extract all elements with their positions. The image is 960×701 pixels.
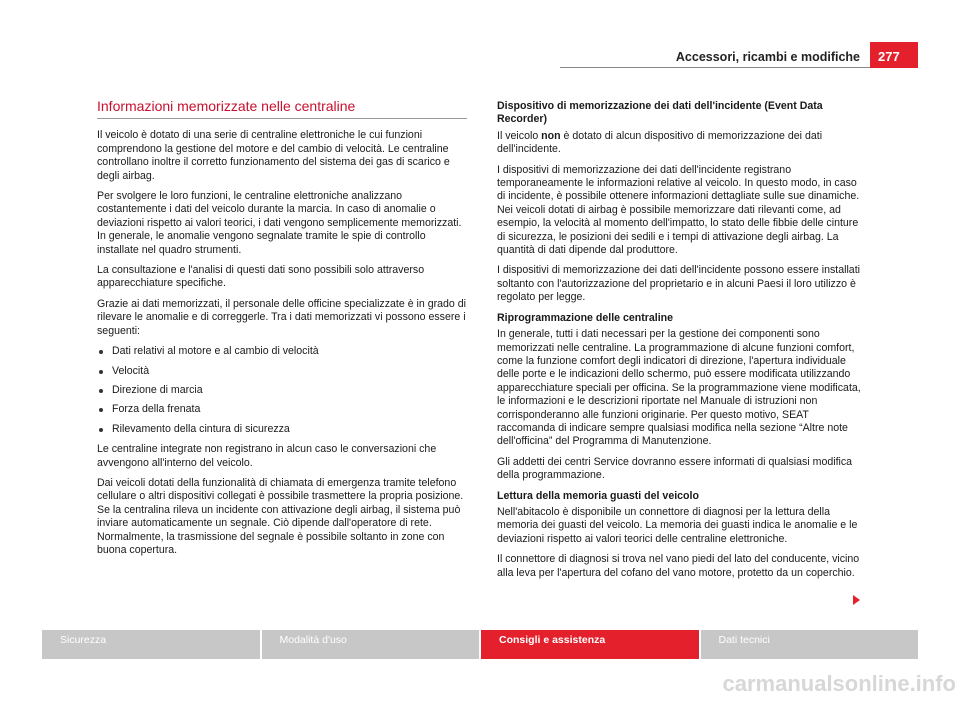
section-title: Informazioni memorizzate nelle centraline (97, 100, 467, 119)
footer-tab-modalita-uso[interactable]: Modalità d'uso (262, 630, 480, 659)
footer-tab-dati-tecnici[interactable]: Dati tecnici (701, 630, 919, 659)
header-rule (560, 67, 870, 68)
paragraph: Le centraline integrate non registrano in alcun caso le conversazioni che avvengono all'interno del veicolo. (97, 443, 437, 469)
footer-tab-consigli-assistenza[interactable]: Consigli e assistenza (481, 630, 699, 659)
paragraph: In generale, tutti i dati necessari per la gestione dei componenti sono memorizzati nelle centraline. La programmazione di alcune funzioni comfort, come la funzione comfort degli indicatori di direzione, l'apertura individuale delle porte e le indicazioni dello schermo, può essere modificata utilizzando apparecchiature speciali per officina. Se la programmazione viene modificata, le informazioni e le descrizioni riportate nel Manuale di istruzioni non corrisponderanno alle funzioni originarie. Per questo motivo, SEAT raccomanda di indicare sempre qualsiasi modifica nella sezione “Altre note dell'officina” del Programma di Manutenzione. (497, 328, 861, 448)
continue-arrow-icon (853, 595, 860, 605)
list-item: Direzione di marcia (97, 384, 467, 397)
paragraph: Dai veicoli dotati della funzionalità di chiamata di emergenza tramite telefono cellulare o altri dispositivi collegati è possibile trasmettere la propria posizione. Se la centralina rileva un incidente con attivazione degli airbag, il sistema può inviare automaticamente un segnale. Ciò dipende dall'operatore di rete. Normalmente, la trasmissione del segnale è possibile soltanto in zone con buona copertura. (97, 476, 464, 556)
paragraph: Il veicolo è dotato di una serie di centraline elettroniche le cui funzioni comprendono la gestione del motore e del cambio di velocità. Le centraline controllano inoltre il corretto funzionamento del sistema dei gas di scarico e degli airbag. (97, 129, 450, 182)
right-column (497, 100, 867, 587)
list-item: Forza della frenata (97, 403, 467, 416)
reprogramming-heading: Riprogrammazione delle centraline (497, 311, 674, 324)
paragraph: La consultazione e l'analisi di questi dati sono possibili solo attraverso apparecchiature specifiche. (97, 264, 425, 290)
paragraph: Grazie ai dati memorizzati, il personale delle officine specializzate è in grado di rilevare le anomalie e di correggerle. Tra i dati memorizzati vi possono essere i seguenti: (97, 297, 467, 337)
left-column (97, 100, 467, 564)
paragraph: Nell'abitacolo è disponibile un connettore di diagnosi per la lettura della memoria dei guasti del veicolo. La memoria dei guasti indica le anomalie e le deviazioni rispetto ai valori teorici delle centraline elettroniche. (497, 505, 858, 545)
paragraph: Per svolgere le loro funzioni, le centraline elettroniche analizzano costantemente i dati del veicolo durante la marcia. In caso di anomalie o deviazioni rispetto ai valori teorici, i dati vengono semplicemente memorizzati. In generale, le anomalie vengono segnalate tramite le spie di controllo installate nel quadro strumenti. (97, 190, 462, 256)
text-span: è dotato di alcun dispositivo di memorizzazione dei dati dell'incidente. (497, 129, 823, 156)
footer-nav (42, 630, 918, 659)
list-item: Velocità (97, 365, 467, 378)
header-title: Accessori, ricambi e modifiche (675, 50, 860, 64)
paragraph: Il connettore di diagnosi si trova nel vano piedi del lato del conducente, vicino alla leva per l'apertura del cofano del vano motore, protetto da un coperchio. (497, 553, 860, 579)
footer-tab-sicurezza[interactable]: Sicurezza (42, 630, 260, 659)
paragraph: I dispositivi di memorizzazione dei dati dell'incidente possono essere installati soltanto con l'autorizzazione del proprietario e in alcuni Paesi il loro utilizzo è regolato per legge. (497, 264, 860, 304)
paragraph: I dispositivi di memorizzazione dei dati dell'incidente registrano temporaneamente le informazioni relative al veicolo. In questo modo, in caso di incidente, è possibile ottenere informazioni dettagliate sulle sue dinamiche. Nei veicoli dotati di airbag è possibile memorizzare dati rilevanti come, ad esempio, la velocità al momento dell'impatto, lo stato delle fibbie delle cinture di sicurezza, le posizioni dei sedili e i tempi di attivazione degli airbag. La quantità di dati dipende dal produttore. (497, 163, 860, 257)
text-span: Il veicolo (497, 129, 542, 142)
paragraph (497, 130, 867, 157)
fault-memory-heading: Lettura della memoria guasti del veicolo (497, 489, 699, 502)
list-item: Rilevamento della cintura di sicurezza (97, 423, 467, 436)
paragraph: Gli addetti dei centri Service dovranno essere informati di qualsiasi modifica della programmazione. (497, 455, 853, 482)
page-number: 277 (870, 42, 918, 68)
edr-heading: Dispositivo di memorizzazione dei dati dell'incidente (Event Data Recorder) (497, 100, 823, 126)
watermark: carmanualsonline.info (722, 671, 956, 696)
list-item: Dati relativi al motore e al cambio di velocità (97, 345, 467, 358)
emphasis: non (541, 129, 561, 142)
stored-data-list (97, 345, 467, 436)
